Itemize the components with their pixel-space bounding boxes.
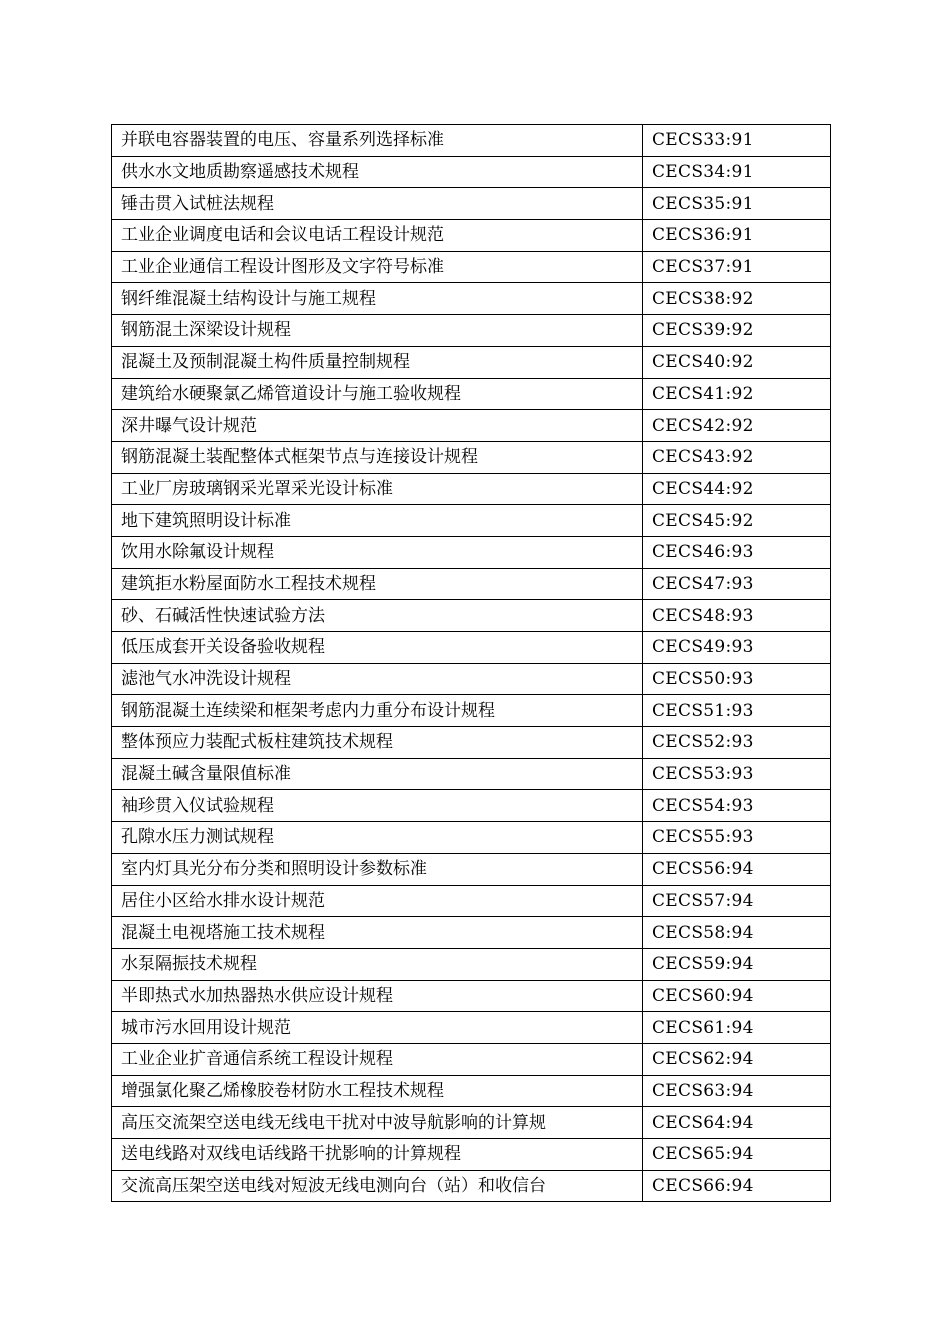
standard-name-cell: 增强氯化聚乙烯橡胶卷材防水工程技术规程	[112, 1075, 643, 1107]
table-row	[112, 917, 831, 949]
standard-code-cell: CECS53:93	[643, 758, 831, 790]
standard-code-cell: CECS46:93	[643, 536, 831, 568]
standard-code-cell: CECS49:93	[643, 632, 831, 664]
standard-code-cell: CECS60:94	[643, 980, 831, 1012]
standard-name-cell: 钢纤维混凝土结构设计与施工规程	[112, 283, 643, 315]
table-row	[112, 505, 831, 537]
table-row	[112, 695, 831, 727]
standard-code-cell: CECS40:92	[643, 346, 831, 378]
table-row	[112, 948, 831, 980]
standard-code-cell: CECS56:94	[643, 853, 831, 885]
standard-name-cell: 工业厂房玻璃钢采光罩采光设计标准	[112, 473, 643, 505]
standard-name-cell: 低压成套开关设备验收规程	[112, 632, 643, 664]
standard-name-cell: 锤击贯入试桩法规程	[112, 188, 643, 220]
table-row	[112, 1075, 831, 1107]
standard-name-cell: 工业企业调度电话和会议电话工程设计规范	[112, 220, 643, 252]
standard-code-cell: CECS65:94	[643, 1139, 831, 1171]
standard-code-cell: CECS41:92	[643, 378, 831, 410]
standard-code-cell: CECS37:91	[643, 251, 831, 283]
standard-name-cell: 钢筋混凝土连续梁和框架考虑内力重分布设计规程	[112, 695, 643, 727]
standard-name-cell: 半即热式水加热器热水供应设计规程	[112, 980, 643, 1012]
standard-name-cell: 钢筋混凝土装配整体式框架节点与连接设计规程	[112, 441, 643, 473]
standard-code-cell: CECS36:91	[643, 220, 831, 252]
standard-code-cell: CECS58:94	[643, 917, 831, 949]
standard-code-cell: CECS47:93	[643, 568, 831, 600]
standard-name-cell: 建筑拒水粉屋面防水工程技术规程	[112, 568, 643, 600]
table-row	[112, 346, 831, 378]
table-row	[112, 1107, 831, 1139]
standard-name-cell: 钢筋混土深梁设计规程	[112, 315, 643, 347]
standard-name-cell: 袖珍贯入仪试验规程	[112, 790, 643, 822]
standard-code-cell: CECS39:92	[643, 315, 831, 347]
standards-table	[111, 124, 831, 1202]
table-row	[112, 790, 831, 822]
standard-name-cell: 深井曝气设计规范	[112, 410, 643, 442]
standard-name-cell: 混凝土电视塔施工技术规程	[112, 917, 643, 949]
standard-code-cell: CECS34:91	[643, 156, 831, 188]
table-row	[112, 632, 831, 664]
table-row	[112, 410, 831, 442]
table-row	[112, 727, 831, 759]
standard-code-cell: CECS33:91	[643, 125, 831, 157]
standard-code-cell: CECS38:92	[643, 283, 831, 315]
table-row	[112, 885, 831, 917]
standard-code-cell: CECS50:93	[643, 663, 831, 695]
standard-code-cell: CECS44:92	[643, 473, 831, 505]
table-row	[112, 568, 831, 600]
standard-code-cell: CECS63:94	[643, 1075, 831, 1107]
table-row	[112, 220, 831, 252]
table-row	[112, 473, 831, 505]
standard-code-cell: CECS61:94	[643, 1012, 831, 1044]
standard-code-cell: CECS57:94	[643, 885, 831, 917]
standard-name-cell: 滤池气水冲洗设计规程	[112, 663, 643, 695]
table-row	[112, 1043, 831, 1075]
table-row	[112, 283, 831, 315]
standard-name-cell: 砂、石碱活性快速试验方法	[112, 600, 643, 632]
standard-code-cell: CECS52:93	[643, 727, 831, 759]
standard-name-cell: 送电线路对双线电话线路干扰影响的计算规程	[112, 1139, 643, 1171]
table-row	[112, 980, 831, 1012]
standard-code-cell: CECS64:94	[643, 1107, 831, 1139]
standard-code-cell: CECS59:94	[643, 948, 831, 980]
standard-code-cell: CECS55:93	[643, 822, 831, 854]
standard-code-cell: CECS51:93	[643, 695, 831, 727]
standards-table-body	[112, 125, 831, 1202]
table-row	[112, 758, 831, 790]
standard-name-cell: 城市污水回用设计规范	[112, 1012, 643, 1044]
table-row	[112, 1012, 831, 1044]
standard-name-cell: 地下建筑照明设计标准	[112, 505, 643, 537]
standard-code-cell: CECS66:94	[643, 1170, 831, 1202]
table-row	[112, 315, 831, 347]
standard-name-cell: 高压交流架空送电线无线电干扰对中波导航影响的计算规	[112, 1107, 643, 1139]
table-row	[112, 1170, 831, 1202]
standard-name-cell: 混凝土碱含量限值标准	[112, 758, 643, 790]
standard-code-cell: CECS35:91	[643, 188, 831, 220]
standard-code-cell: CECS42:92	[643, 410, 831, 442]
standard-name-cell: 供水水文地质勘察遥感技术规程	[112, 156, 643, 188]
standard-code-cell: CECS48:93	[643, 600, 831, 632]
standard-name-cell: 工业企业通信工程设计图形及文字符号标准	[112, 251, 643, 283]
table-row	[112, 378, 831, 410]
standard-name-cell: 建筑给水硬聚氯乙烯管道设计与施工验收规程	[112, 378, 643, 410]
table-row	[112, 251, 831, 283]
table-row	[112, 1139, 831, 1171]
standard-code-cell: CECS45:92	[643, 505, 831, 537]
table-row	[112, 822, 831, 854]
standard-code-cell: CECS62:94	[643, 1043, 831, 1075]
standard-code-cell: CECS43:92	[643, 441, 831, 473]
table-row	[112, 156, 831, 188]
standard-name-cell: 并联电容器装置的电压、容量系列选择标准	[112, 125, 643, 157]
standard-code-cell: CECS54:93	[643, 790, 831, 822]
standard-name-cell: 孔隙水压力测试规程	[112, 822, 643, 854]
standard-name-cell: 居住小区给水排水设计规范	[112, 885, 643, 917]
standard-name-cell: 室内灯具光分布分类和照明设计参数标准	[112, 853, 643, 885]
standard-name-cell: 水泵隔振技术规程	[112, 948, 643, 980]
table-row	[112, 853, 831, 885]
table-row	[112, 188, 831, 220]
table-row	[112, 441, 831, 473]
standard-name-cell: 工业企业扩音通信系统工程设计规程	[112, 1043, 643, 1075]
standard-name-cell: 饮用水除氟设计规程	[112, 536, 643, 568]
standard-name-cell: 混凝土及预制混凝土构件质量控制规程	[112, 346, 643, 378]
table-row	[112, 536, 831, 568]
standard-name-cell: 交流高压架空送电线对短波无线电测向台（站）和收信台	[112, 1170, 643, 1202]
table-row	[112, 125, 831, 157]
table-row	[112, 663, 831, 695]
table-row	[112, 600, 831, 632]
standard-name-cell: 整体预应力装配式板柱建筑技术规程	[112, 727, 643, 759]
